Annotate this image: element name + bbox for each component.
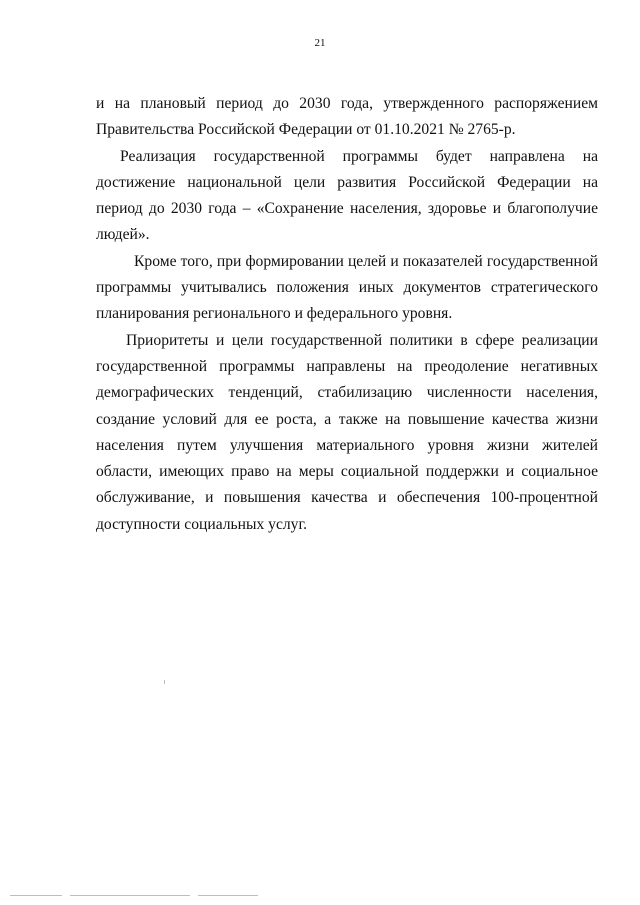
document-body — [96, 91, 598, 538]
paragraph-priorities: Приоритеты и цели государственной политики в сфере реализации государственной программы направлены на преодоление негативных демографических тенденций, стабилизацию численности населения, создание условий для ее роста, а также на повышение качества жизни населения путем улучшения материального уровня жизни жителей области, имеющих право на меры социальной поддержки и социальное обслуживание, и повышения качества и обеспечения 100-процентной доступности социальных услуг. — [96, 331, 598, 533]
scan-artifact — [10, 895, 62, 896]
scan-artifact — [164, 680, 165, 684]
paragraph-continuation: и на плановый период до 2030 года, утвержденного распоряжением Правительства Российской Федерации от 01.10.2021 № 2765-р. — [96, 95, 598, 139]
scan-artifact — [70, 895, 190, 896]
scan-artifact — [198, 895, 258, 896]
page-number: 21 — [314, 37, 326, 49]
paragraph-strategic-documents: Кроме того, при формировании целей и показателей государственной программы учитывались положения иных документов стратегического планирования регионального и федерального уровня. — [96, 252, 598, 323]
paragraph-implementation: Реализация государственной программы будет направлена на достижение национальной цели развития Российской Федерации на период до 2030 года – «Сохранение населения, здоровье и благополучие людей». — [96, 147, 598, 244]
